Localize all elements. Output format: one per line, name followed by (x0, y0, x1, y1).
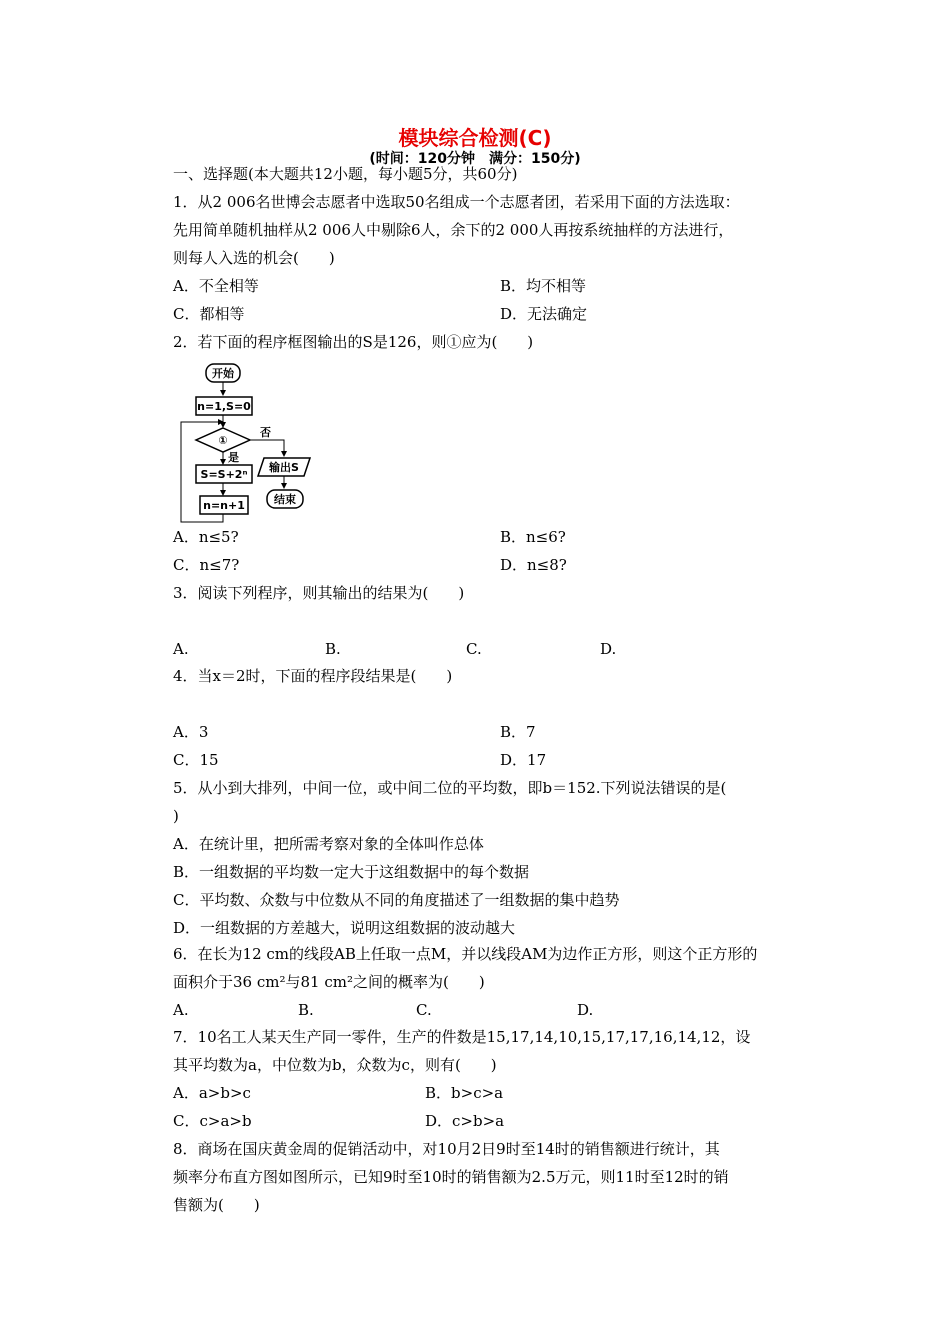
q4-stem: 4．当x＝2时，下面的程序段结果是( ) (173, 667, 453, 685)
exam-info: (时间：120分钟 满分：150分) (369, 151, 581, 167)
flow-no-label: 否 (260, 426, 271, 439)
q5-option-b: B．一组数据的平均数一定大于这组数据中的每个数据 (173, 863, 530, 881)
q6-option-c: C. (416, 1001, 432, 1019)
flowchart (180, 362, 320, 527)
flow-increment-label: n=n+1 (203, 499, 245, 512)
q3-stem: 3．阅读下列程序，则其输出的结果为( ) (173, 584, 465, 602)
q8-stem-line1: 8．商场在国庆黄金周的促销活动中，对10月2日9时至14时的销售额进行统计，其 (173, 1140, 720, 1158)
q6-option-d: D. (577, 1001, 594, 1019)
q7-option-a: A．a>b>c (173, 1084, 251, 1102)
q7-option-c: C．c>a>b (173, 1112, 252, 1130)
q1-stem-line3: 则每人入选的机会( ) (173, 249, 335, 267)
flow-condition-label: ① (218, 434, 228, 447)
q7-stem-line1: 7．10名工人某天生产同一零件，生产的件数是15,17,14,10,15,17,17,16,14,12，设 (173, 1028, 751, 1046)
q7-option-d: D．c>b>a (425, 1112, 505, 1130)
q4-option-a: A．3 (173, 723, 209, 741)
flow-end-label: 结束 (274, 493, 296, 506)
q5-option-d: D．一组数据的方差越大，说明这组数据的波动越大 (173, 919, 516, 937)
q4-option-c: C．15 (173, 751, 219, 769)
q2-option-a: A．n≤5? (173, 528, 239, 546)
q5-stem-line1: 5．从小到大排列，中间一位，或中间二位的平均数，即b＝152.下列说法错误的是( (173, 779, 727, 797)
q3-option-b: B. (325, 640, 341, 658)
q6-option-a: A. (173, 1001, 189, 1019)
q1-option-d: D．无法确定 (500, 305, 588, 323)
q7-option-b: B．b>c>a (425, 1084, 504, 1102)
q7-stem-line2: 其平均数为a，中位数为b，众数为c，则有( ) (173, 1056, 497, 1074)
q2-stem: 2．若下面的程序框图输出的S是126，则①应为( ) (173, 333, 534, 351)
section-heading: 一、选择题(本大题共12小题，每小题5分，共60分) (173, 165, 518, 183)
q2-option-b: B．n≤6? (500, 528, 566, 546)
flow-assign-label: S=S+2ⁿ (200, 468, 248, 481)
q6-option-b: B. (298, 1001, 314, 1019)
flow-yes-label: 是 (228, 451, 239, 464)
flow-arrow-no (250, 440, 284, 456)
q4-option-d: D．17 (500, 751, 547, 769)
flow-start-label: 开始 (212, 367, 234, 380)
q5-stem-line2: ) (173, 807, 179, 825)
q5-option-c: C．平均数、众数与中位数从不同的角度描述了一组数据的集中趋势 (173, 891, 620, 909)
page-title: 模块综合检测(C) (398, 126, 552, 150)
q5-option-a: A．在统计里，把所需考察对象的全体叫作总体 (173, 835, 484, 853)
q6-stem-line1: 6．在长为12 cm的线段AB上任取一点M，并以线段AM为边作正方形，则这个正方形的 (173, 945, 758, 963)
q1-option-c: C．都相等 (173, 305, 245, 323)
flow-output-label: 输出S (269, 461, 299, 474)
q3-option-d: D. (600, 640, 617, 658)
q8-stem-line2: 频率分布直方图如图所示，已知9时至10时的销售额为2.5万元，则11时至12时的销 (173, 1168, 729, 1186)
q6-stem-line2: 面积介于36 cm²与81 cm²之间的概率为( ) (173, 973, 485, 991)
q2-option-d: D．n≤8? (500, 556, 567, 574)
q4-option-b: B．7 (500, 723, 536, 741)
q3-option-c: C. (466, 640, 482, 658)
flow-init-label: n=1,S=0 (197, 400, 251, 413)
q1-stem-line1: 1．从2 006名世博会志愿者中选取50名组成一个志愿者团，若采用下面的方法选取： (173, 193, 740, 211)
q8-stem-line3: 售额为( ) (173, 1196, 260, 1214)
q2-option-c: C．n≤7? (173, 556, 240, 574)
q1-option-a: A．不全相等 (173, 277, 259, 295)
q3-option-a: A. (173, 640, 189, 658)
q1-stem-line2: 先用简单随机抽样从2 006人中剔除6人，余下的2 000人再按系统抽样的方法进行， (173, 221, 734, 239)
q1-option-b: B．均不相等 (500, 277, 587, 295)
